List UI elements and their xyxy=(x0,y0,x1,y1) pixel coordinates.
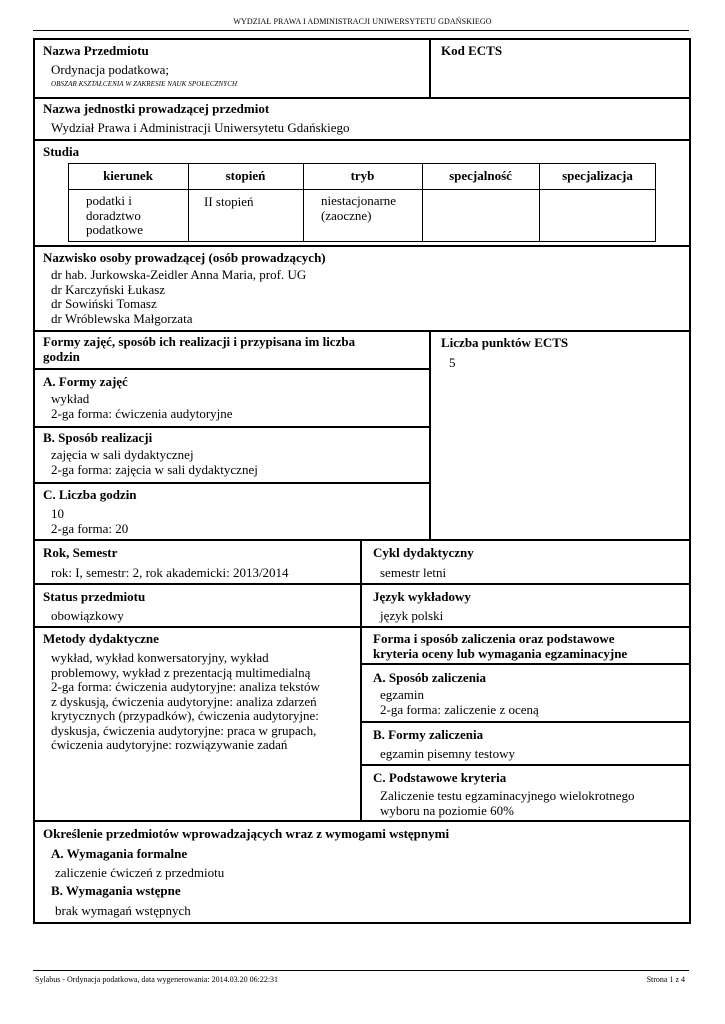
prerequisites-a-value: zaliczenie ćwiczeń z przedmiotu xyxy=(55,865,225,880)
studies-header-kierunek: kierunek xyxy=(103,168,153,183)
footer-rule xyxy=(33,970,689,971)
divider xyxy=(429,330,431,541)
forms-a-label: A. Formy zajęć xyxy=(43,374,128,389)
divider xyxy=(33,330,691,332)
prerequisites-b-label: B. Wymagania wstępne xyxy=(51,883,181,898)
course-name-value: Ordynacja podatkowa; xyxy=(51,62,170,77)
forms-c-label: C. Liczba godzin xyxy=(43,487,137,502)
divider xyxy=(33,820,691,822)
instructor-name: dr Karczyński Łukasz xyxy=(51,281,166,297)
language-label: Język wykładowy xyxy=(373,589,471,604)
divider xyxy=(362,663,691,665)
assessment-c-values: Zaliczenie testu egzaminacyjnego wielokrotnego wyboru na poziomie 60% xyxy=(380,788,635,818)
status-value: obowiązkowy xyxy=(51,608,124,623)
divider xyxy=(33,539,691,541)
language-value: język polski xyxy=(380,608,444,623)
course-name-label: Nazwa Przedmiotu xyxy=(43,43,149,58)
course-area: OBSZAR KSZTAŁCENIA W ZAKRESIE NAUK SPOŁECZNYCH xyxy=(51,80,238,88)
divider xyxy=(33,583,691,585)
divider xyxy=(362,764,691,766)
divider xyxy=(33,626,691,628)
studies-header-specjalnosc: specjalność xyxy=(449,168,512,183)
studies-header-tryb: tryb xyxy=(350,168,375,183)
studies-header-specjalizacja: specjalizacja xyxy=(562,168,633,183)
unit-value: Wydział Prawa i Administracji Uniwersytetu Gdańskiego xyxy=(51,120,350,135)
assessment-b-label: B. Formy zaliczenia xyxy=(373,727,484,742)
forms-label: Formy zajęć, sposób ich realizacji i przypisana im liczba godzin xyxy=(43,334,356,364)
prerequisites-a-label: A. Wymagania formalne xyxy=(51,846,188,861)
methods-text: wykład, wykład konwersatoryjny, wykład problemowy, wykład z prezentacją multimedialną 2-ga forma: ćwiczenia audytoryjne: analiza tekstów z dyskusją, ćwiczenia audytoryjne: analiza zdarzeń krytycznych (przypadków), ćwiczenia audytoryjne: dyskusja, ćwiczenia audytoryjne: praca w grupach, ćwiczenia audytoryjne: rozwiązywanie zadań xyxy=(51,650,320,752)
forms-c-values: 10 2-ga forma: 20 xyxy=(51,506,129,536)
divider xyxy=(33,139,691,141)
methods-label: Metody dydaktyczne xyxy=(43,631,159,646)
forms-b-label: B. Sposób realizacji xyxy=(43,430,153,445)
instructor-name: dr Sowiński Tomasz xyxy=(51,296,157,311)
forms-a-values: wykład 2-ga forma: ćwiczenia audytoryjne xyxy=(51,391,233,421)
status-label: Status przedmiotu xyxy=(43,589,146,604)
studies-tryb-value: niestacjonarne (zaoczne) xyxy=(321,193,397,223)
year-label: Rok, Semestr xyxy=(43,545,118,560)
studies-header-stopien: stopień xyxy=(225,168,266,183)
assessment-c-label: C. Podstawowe kryteria xyxy=(373,770,507,785)
ects-points-value: 5 xyxy=(449,355,456,370)
ects-points-label: Liczba punktów ECTS xyxy=(441,335,569,350)
cycle-label: Cykl dydaktyczny xyxy=(373,545,474,560)
instructor-name: dr Wróblewska Małgorzata xyxy=(51,310,193,326)
assessment-b-value: egzamin pisemny testowy xyxy=(380,746,516,761)
page-header: WYDZIAŁ PRAWA I ADMINISTRACJI UNIWERSYTETU GDAŃSKIEGO xyxy=(233,17,492,26)
footer-left: Sylabus - Ordynacja podatkowa, data wygenerowania: 2014.03.20 06:22:31 xyxy=(35,975,279,984)
divider xyxy=(360,539,362,822)
prerequisites-b-value: brak wymagań wstępnych xyxy=(55,903,191,918)
year-value: rok: I, semestr: 2, rok akademicki: 2013/2014 xyxy=(51,565,289,580)
divider xyxy=(33,426,431,428)
prerequisites-label: Określenie przedmiotów wprowadzających wraz z wymogami wstępnymi xyxy=(43,826,450,841)
unit-label: Nazwa jednostki prowadzącej przedmiot xyxy=(43,101,270,116)
assessment-label: Forma i sposób zaliczenia oraz podstawowe kryteria oceny lub wymagania egzaminacyjne xyxy=(373,631,628,661)
divider xyxy=(429,38,431,99)
assessment-a-values: egzamin 2-ga forma: zaliczenie z oceną xyxy=(380,687,539,717)
instructors-label: Nazwisko osoby prowadzącej (osób prowadzących) xyxy=(43,250,326,265)
ects-code-label: Kod ECTS xyxy=(441,43,503,58)
header-rule xyxy=(33,30,689,31)
instructor-name: dr hab. Jurkowska-Zeidler Anna Maria, prof. UG xyxy=(51,267,307,282)
divider xyxy=(33,97,691,99)
assessment-a-label: A. Sposób zaliczenia xyxy=(373,670,487,685)
forms-b-values: zajęcia w sali dydaktycznej 2-ga forma: zajęcia w sali dydaktycznej xyxy=(51,447,258,477)
divider xyxy=(33,245,691,247)
studies-label: Studia xyxy=(43,144,80,159)
cycle-value: semestr letni xyxy=(380,565,447,580)
studies-stopien-value: II stopień xyxy=(204,194,254,209)
divider xyxy=(362,721,691,723)
studies-kierunek-value: podatki i doradztwo podatkowe xyxy=(86,193,144,237)
instructors-list xyxy=(51,268,306,326)
page-number: Strona 1 z 4 xyxy=(646,975,685,984)
divider xyxy=(33,368,431,370)
divider xyxy=(33,482,431,484)
